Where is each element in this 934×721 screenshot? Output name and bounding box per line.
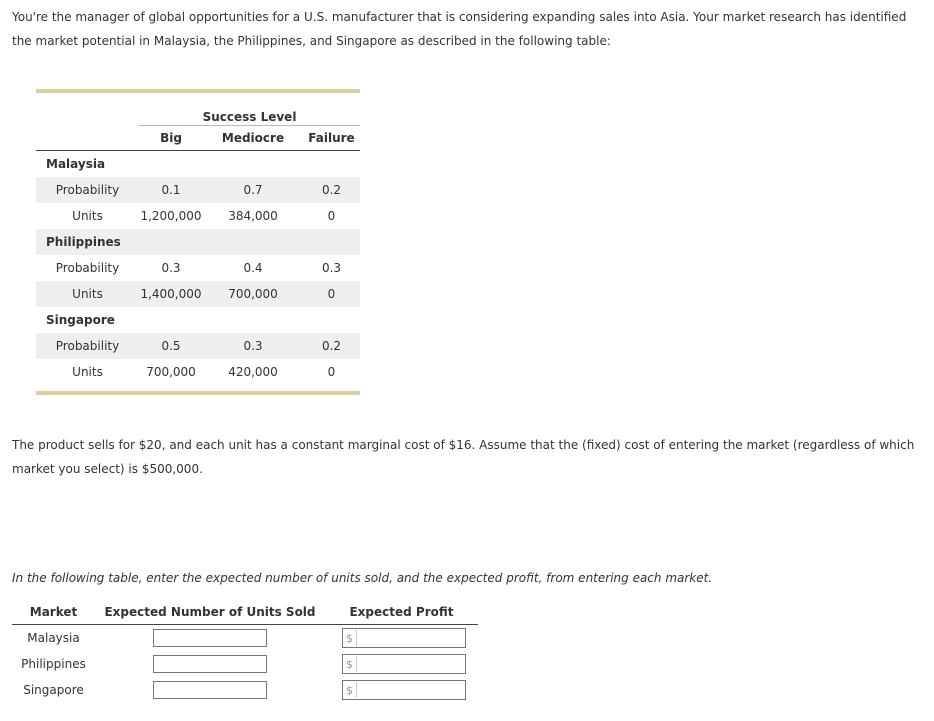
table-row bbox=[36, 281, 360, 307]
table-cell: 0.2 bbox=[303, 177, 360, 203]
philippines-profit-field[interactable] bbox=[342, 654, 466, 674]
market-label: Malaysia bbox=[27, 631, 80, 645]
table-cell: 0 bbox=[327, 364, 336, 379]
profit-header: Expected Profit bbox=[349, 605, 454, 619]
malaysia-profit-field[interactable] bbox=[342, 628, 466, 648]
intro-paragraph: You're the manager of global opportunities for a U.S. manufacturer that is considering expanding sales into Asia. Your market research has identified the market potential in Malaysia, the Philippines, and Singapore as described in the following table: bbox=[12, 10, 907, 48]
row-label: Probability bbox=[36, 333, 139, 359]
column-header-big: Big bbox=[139, 125, 203, 150]
table-cell: 0.5 bbox=[139, 333, 203, 359]
table-cell: 1,200,000 bbox=[140, 208, 202, 223]
table-cell: 0.1 bbox=[139, 177, 203, 203]
market-potential-table bbox=[36, 89, 360, 395]
table-cell: 0.3 bbox=[161, 260, 181, 275]
table-cell: 0.3 bbox=[321, 260, 342, 275]
row-label: Units bbox=[72, 208, 103, 223]
table-cell: 0.2 bbox=[303, 333, 360, 359]
table-row bbox=[36, 203, 360, 229]
row-label: Units bbox=[36, 281, 139, 307]
dollar-sign: $ bbox=[346, 631, 353, 645]
answer-row-malaysia bbox=[12, 625, 478, 652]
table-row bbox=[36, 177, 360, 203]
country-row-philippines bbox=[36, 229, 360, 255]
table-row bbox=[36, 333, 360, 359]
table-cell: 0.7 bbox=[203, 177, 303, 203]
table-cell: 700,000 bbox=[203, 281, 303, 307]
table-cell: 0 bbox=[303, 281, 360, 307]
table-row bbox=[36, 359, 360, 385]
country-name: Singapore bbox=[46, 312, 115, 327]
table-cell: 0.4 bbox=[243, 260, 263, 275]
philippines-units-input[interactable] bbox=[153, 655, 267, 673]
philippines-profit-input[interactable] bbox=[356, 656, 465, 672]
table-cell: 1,400,000 bbox=[139, 281, 203, 307]
answer-row-philippines bbox=[12, 651, 478, 677]
table-row bbox=[36, 255, 360, 281]
answer-table bbox=[12, 600, 478, 703]
column-header-mediocre: Mediocre bbox=[203, 125, 303, 150]
table-cell: 420,000 bbox=[228, 364, 278, 379]
row-label: Units bbox=[72, 364, 103, 379]
singapore-units-input[interactable] bbox=[153, 681, 267, 699]
dollar-sign: $ bbox=[346, 683, 353, 697]
dollar-sign: $ bbox=[346, 657, 353, 671]
market-label: Philippines bbox=[21, 657, 86, 671]
instruction-paragraph: In the following table, enter the expected number of units sold, and the expected profit, from entering each market. bbox=[12, 571, 713, 585]
table-cell: 700,000 bbox=[146, 364, 196, 379]
country-row-singapore bbox=[36, 307, 360, 333]
malaysia-profit-input[interactable] bbox=[356, 630, 465, 646]
malaysia-units-input[interactable] bbox=[153, 629, 267, 647]
row-label: Probability bbox=[55, 260, 120, 275]
column-header-failure: Failure bbox=[303, 125, 360, 150]
country-name: Philippines bbox=[36, 229, 360, 255]
answer-row-singapore bbox=[12, 677, 478, 703]
singapore-profit-field[interactable] bbox=[342, 680, 466, 700]
success-level-header: Success Level bbox=[139, 99, 360, 125]
market-header: Market bbox=[29, 605, 78, 619]
units-header: Expected Number of Units Sold bbox=[104, 605, 316, 619]
table-cell: 384,000 bbox=[228, 208, 278, 223]
product-paragraph: The product sells for $20, and each unit has a constant marginal cost of $16. Assume that the (fixed) cost of entering the market (regardless of which market you select) is $500,000. bbox=[12, 438, 915, 476]
row-label: Probability bbox=[36, 177, 139, 203]
country-row-malaysia bbox=[36, 150, 360, 177]
singapore-profit-input[interactable] bbox=[356, 682, 465, 698]
market-label: Singapore bbox=[23, 683, 84, 697]
country-name: Malaysia bbox=[46, 156, 106, 171]
table-cell: 0.3 bbox=[203, 333, 303, 359]
table-cell: 0 bbox=[327, 208, 336, 223]
